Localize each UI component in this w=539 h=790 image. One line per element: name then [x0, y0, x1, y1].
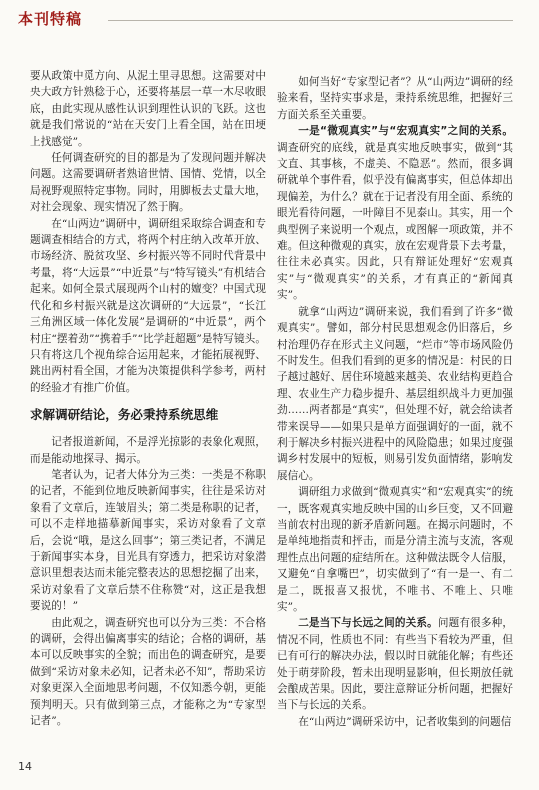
- paragraph: 调研组力求做到“微观真实”和“宏观真实”的统一，既客观真实地反映中国的山乡巨变，又不回避当前农村出现的新矛盾新问题。在揭示问题时，不是单纯地指责和抨击，而是分清主流与支流，客观理性点出问题的症结所在。这种做法既令人信服，又避免“自拿嘴巴”，切实做到了“有一是一、有二是二，既报喜又报忧，不唯书、不唯上、只唯实”。: [277, 486, 513, 613]
- paragraph: 在“山两边”调研采访中，记者收集到的问题信: [298, 715, 512, 728]
- paragraph: 由此观之，调查研究也可以分为三类：不合格的调研，会得出偏离事实的结论；合格的调研，基本可以反映事实的全貌；而出色的调查研究，是要做到“采访对象未必知，记者未必不知”，帮助采访对象更深入全面地思考问题，不仅知悉今朝，更能预判明天。只有做到第三点，才能称之为“专家型记者”。: [30, 616, 266, 728]
- section-label: 本刊特稿: [18, 10, 83, 28]
- page-number: 14: [18, 760, 32, 773]
- right-column: [277, 74, 513, 730]
- paragraph-text: 调查研究的底线，就是真实地反映事实，做到“其文直、其事核，不虚美、不隐恶”。然而，很多调研就单个事件看，似乎没有偏离事实，但总体却出现偏差，为什么？就在于记者没有用全面、系统的眼光看待问题，一叶障目不见泰山。其实，用一个典型例子来说明一个观点，或图解一项政策，并不难。但这种微观的真实，放在宏观背景下去考量，往往未必真实。因此，只有辩证处理好“宏观真实”与“微观真实”的关系，才有真正的“新闻真实”。: [277, 141, 513, 302]
- section-heading: 求解调研结论，务必秉持系统思维: [30, 407, 219, 423]
- left-column: [30, 68, 266, 729]
- paragraph: 如何当好“专家型记者”？从“山两边”调研的经验来看，坚持实事求是，秉持系统思维，把握好三方面关系至关重要。: [277, 76, 513, 121]
- bold-lead: 二是当下与长远之间的关系。: [298, 617, 438, 630]
- paragraph: [277, 615, 513, 713]
- bold-lead: 一是“微观真实”与“宏观真实”之间的关系。: [298, 125, 513, 138]
- paragraph: 记者报道新闻，不是浮光掠影的表象化观照，而是能动地探寻、揭示。: [30, 436, 266, 465]
- paragraph: 在“山两边”调研中，调研组采取综合调查和专题调查相结合的方式，将两个村庄纳入改革开放、市场经济、脱贫攻坚、乡村振兴等不同时代背景中考量，将“大远景”“中近景”与“特写镜头”有机结合起来。如何全景式展现两个山村的嬗变？中国式现代化和乡村振兴就是这次调研的“大远景”，“长江三角洲区域一体化发展”是调研的“中近景”，两个村庄“摆着劲”“携着手”“比学赶超题”是特写镜头。只有将这几个视角综合运用起来，才能拓展视野、跳出两村看全国，才能为决策提供科学参考，两村的经验才有推广价值。: [30, 217, 266, 394]
- header-divider: [108, 20, 513, 21]
- paragraph: 笔者认为，记者大体分为三类：一类是不称职的记者，不能到位地反映新闻事实，往往是采访对象看了文章后，连皱眉头；第二类是称职的记者，可以不走样地描摹新闻事实，采访对象看了文章后，会说“哦，是这么回事”；第三类记者，不满足于新闻事实本身，目光具有穿透力，把采访对象潜意识里想表达而未能完整表达的思想挖掘了出来，采访对象看了文章后禁不住称赞“对，这正是我想要说的！”: [30, 468, 266, 613]
- paragraph: 要从政策中觅方向、从泥土里寻思想。这需要对中央大政方针熟稔于心，还要将基层一草一木尽收眼底，由此实现从感性认识到理性认识的飞跃。这也就是我们常说的“站在天安门上看全国，站在田埂上找感觉”。: [30, 70, 266, 148]
- paragraph-text: 问题有很多种，情况不同，性质也不同：有些当下看较为严重，但已有可行的解决办法，假以时日就能化解；有些还处于萌芽阶段，暂未出现明显影响，但长期放任就会酿成苦果。因此，要注意辩证分析问题，把握好当下与长远的关系。: [277, 617, 513, 712]
- paragraph: [277, 123, 513, 303]
- paragraph: 任何调查研究的目的都是为了发现问题并解决问题。这需要调研者熟谙世情、国情、党情，以全局视野观照特定事物。同时，用脚板去丈量大地，对社会现象、现实情况了然于胸。: [30, 152, 266, 214]
- paragraph: 就拿“山两边”调研来说，我们看到了许多“微观真实”。譬如，部分村民思想观念仍旧落后，乡村治理仍存在形式主义问题，“烂市”等市场风险仍不时发生。但我们看到的更多的情况是：村民的日子越过越好、居住环境越来越美、农业结构更趋合理、农业生产力稳步提升、基层组织战斗力更加强劲……两者都是“真实”，但处理不好，就会给读者带来误导——如果只是单方面强调好的一面，就不利于解决乡村振兴进程中的风险隐患；如果过度强调乡村发展中的短板，则易引发负面情绪，影响发展信心。: [277, 305, 513, 482]
